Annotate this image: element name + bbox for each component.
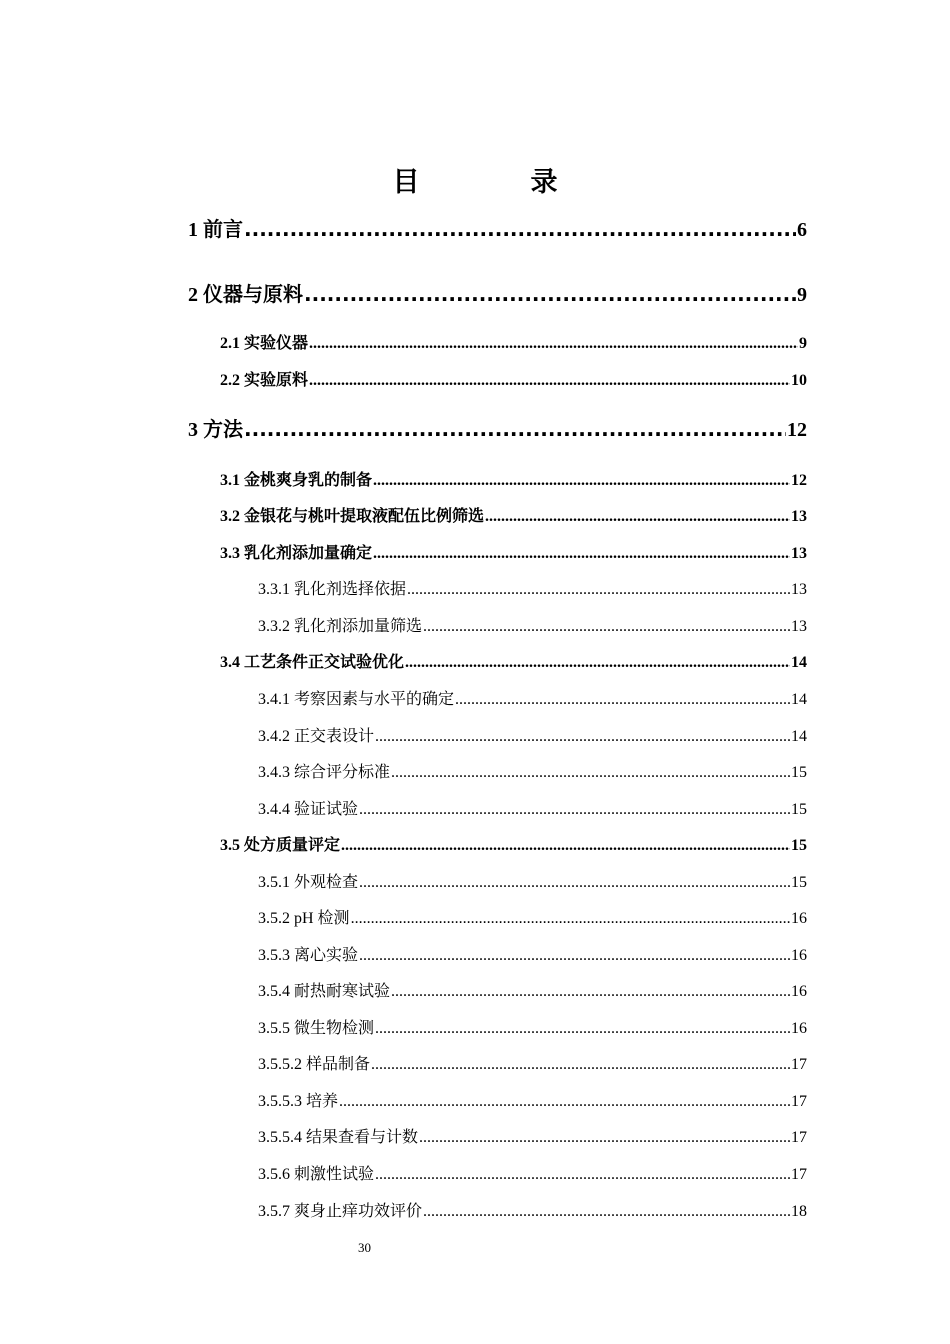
toc-entry-label: 3.3 乳化剂添加量确定 bbox=[220, 545, 373, 562]
toc-entry[interactable] bbox=[258, 1161, 807, 1184]
dot-leader bbox=[375, 728, 790, 746]
toc-entry-page: 17 bbox=[791, 1166, 807, 1183]
dot-leader bbox=[405, 654, 790, 672]
toc-entry-label: 3.1 金桃爽身乳的制备 bbox=[220, 472, 373, 489]
toc-entry[interactable] bbox=[258, 759, 807, 782]
toc-entry[interactable] bbox=[258, 1015, 807, 1038]
toc-entry[interactable] bbox=[258, 942, 807, 965]
toc-entry-page: 13 bbox=[791, 618, 807, 635]
toc-entry-label: 3.5.5 微生物检测 bbox=[258, 1020, 375, 1037]
toc-entry-label: 3.5.5.3 培养 bbox=[258, 1093, 339, 1110]
toc-entry-label: 3.2 金银花与桃叶提取液配伍比例筛选 bbox=[220, 508, 485, 525]
dot-leader bbox=[423, 618, 790, 636]
toc-entry-page: 6 bbox=[797, 219, 807, 241]
toc-entry-label: 2.2 实验原料 bbox=[220, 372, 309, 389]
toc-entry-label: 3.5 处方质量评定 bbox=[220, 837, 341, 854]
toc-entry-label: 3.4.1 考察因素与水平的确定 bbox=[258, 691, 455, 708]
toc-entry[interactable] bbox=[220, 367, 807, 390]
toc-entry-label: 3.5.6 刺激性试验 bbox=[258, 1166, 375, 1183]
toc-entry-page: 15 bbox=[791, 801, 807, 818]
toc-entry-label: 3.5.5.2 样品制备 bbox=[258, 1056, 371, 1073]
dot-leader bbox=[309, 372, 790, 390]
dot-leader bbox=[359, 801, 790, 819]
toc-entry[interactable] bbox=[258, 686, 807, 709]
toc-entry-page: 13 bbox=[791, 581, 807, 598]
toc-entry-label: 3.4.3 综合评分标准 bbox=[258, 764, 391, 781]
dot-leader bbox=[359, 947, 790, 965]
toc-entry-label: 3.5.7 爽身止痒功效评价 bbox=[258, 1203, 423, 1220]
toc-entry-page: 9 bbox=[797, 284, 807, 306]
dot-leader bbox=[244, 217, 796, 241]
dot-leader bbox=[485, 508, 790, 526]
toc-entry-page: 17 bbox=[791, 1056, 807, 1073]
toc-entry-page: 12 bbox=[787, 419, 807, 441]
toc-entry[interactable] bbox=[220, 503, 807, 526]
toc-entry[interactable] bbox=[258, 1051, 807, 1074]
toc-entry[interactable] bbox=[258, 796, 807, 819]
dot-leader bbox=[455, 691, 790, 709]
dot-leader bbox=[304, 282, 796, 306]
toc-entry[interactable] bbox=[188, 278, 807, 307]
toc-entry[interactable] bbox=[220, 649, 807, 672]
toc-title: 目 录 bbox=[392, 167, 600, 198]
dot-leader bbox=[373, 472, 790, 490]
toc-entry[interactable] bbox=[258, 978, 807, 1001]
toc-entry[interactable] bbox=[188, 413, 807, 442]
toc-entry-page: 15 bbox=[791, 764, 807, 781]
dot-leader bbox=[407, 581, 790, 599]
toc-entry-page: 16 bbox=[791, 947, 807, 964]
toc-entry-page: 12 bbox=[791, 472, 807, 489]
toc-entry-label: 3.4.4 验证试验 bbox=[258, 801, 359, 818]
toc-entry[interactable] bbox=[220, 832, 807, 855]
toc-entry-label: 3.5.1 外观检查 bbox=[258, 874, 359, 891]
toc-entry-label: 2.1 实验仪器 bbox=[220, 335, 309, 352]
toc-entry-page: 9 bbox=[799, 335, 807, 352]
dot-leader bbox=[375, 1166, 790, 1184]
dot-leader bbox=[351, 910, 790, 928]
dot-leader bbox=[375, 1020, 790, 1038]
toc-entry-label: 3.3.2 乳化剂添加量筛选 bbox=[258, 618, 423, 635]
toc-entry-label: 3.5.3 离心实验 bbox=[258, 947, 359, 964]
toc-entry-page: 15 bbox=[791, 874, 807, 891]
page-number: 30 bbox=[358, 1240, 371, 1255]
dot-leader bbox=[309, 335, 798, 353]
toc-entry-page: 18 bbox=[791, 1203, 807, 1220]
toc-entry-page: 14 bbox=[791, 691, 807, 708]
toc-entry-label: 3.5.2 pH 检测 bbox=[258, 910, 350, 927]
toc-entry-page: 14 bbox=[791, 654, 807, 671]
toc-entry-page: 16 bbox=[791, 910, 807, 927]
toc-entry-label: 1 前言 bbox=[188, 219, 243, 241]
toc-entry-page: 17 bbox=[791, 1129, 807, 1146]
dot-leader bbox=[244, 417, 786, 441]
dot-leader bbox=[419, 1129, 790, 1147]
toc-entry-page: 13 bbox=[791, 508, 807, 525]
toc-entry-page: 16 bbox=[791, 1020, 807, 1037]
toc-entry[interactable] bbox=[258, 576, 807, 599]
toc-entry[interactable] bbox=[188, 213, 807, 242]
toc-entry-label: 3.4 工艺条件正交试验优化 bbox=[220, 654, 405, 671]
toc-entry-label: 2 仪器与原料 bbox=[188, 284, 303, 306]
toc-entry[interactable] bbox=[220, 330, 807, 353]
dot-leader bbox=[359, 874, 790, 892]
toc-entry-label: 3.5.4 耐热耐寒试验 bbox=[258, 983, 391, 1000]
dot-leader bbox=[391, 764, 790, 782]
toc-entry[interactable] bbox=[258, 1088, 807, 1111]
toc-entry-label: 3.4.2 正交表设计 bbox=[258, 728, 375, 745]
dot-leader bbox=[371, 1056, 790, 1074]
toc-entry[interactable] bbox=[258, 1124, 807, 1147]
toc-entry-label: 3.5.5.4 结果查看与计数 bbox=[258, 1129, 419, 1146]
toc-entry-label: 3.3.1 乳化剂选择依据 bbox=[258, 581, 407, 598]
toc-entry-page: 13 bbox=[791, 545, 807, 562]
toc-entry[interactable] bbox=[258, 905, 807, 928]
toc-entry[interactable] bbox=[220, 467, 807, 490]
toc-entry-page: 14 bbox=[791, 728, 807, 745]
dot-leader bbox=[341, 837, 790, 855]
toc-entry[interactable] bbox=[258, 1198, 807, 1221]
dot-leader bbox=[339, 1093, 790, 1111]
dot-leader bbox=[391, 983, 790, 1001]
toc-entry-page: 10 bbox=[791, 372, 807, 389]
toc-entry[interactable] bbox=[220, 540, 807, 563]
toc-entry[interactable] bbox=[258, 723, 807, 746]
toc-entry[interactable] bbox=[258, 613, 807, 636]
dot-leader bbox=[423, 1203, 790, 1221]
toc-entry[interactable] bbox=[258, 869, 807, 892]
toc-entry-page: 16 bbox=[791, 983, 807, 1000]
toc-entry-page: 17 bbox=[791, 1093, 807, 1110]
toc-entry-label: 3 方法 bbox=[188, 419, 243, 441]
toc-entry-page: 15 bbox=[791, 837, 807, 854]
dot-leader bbox=[373, 545, 790, 563]
